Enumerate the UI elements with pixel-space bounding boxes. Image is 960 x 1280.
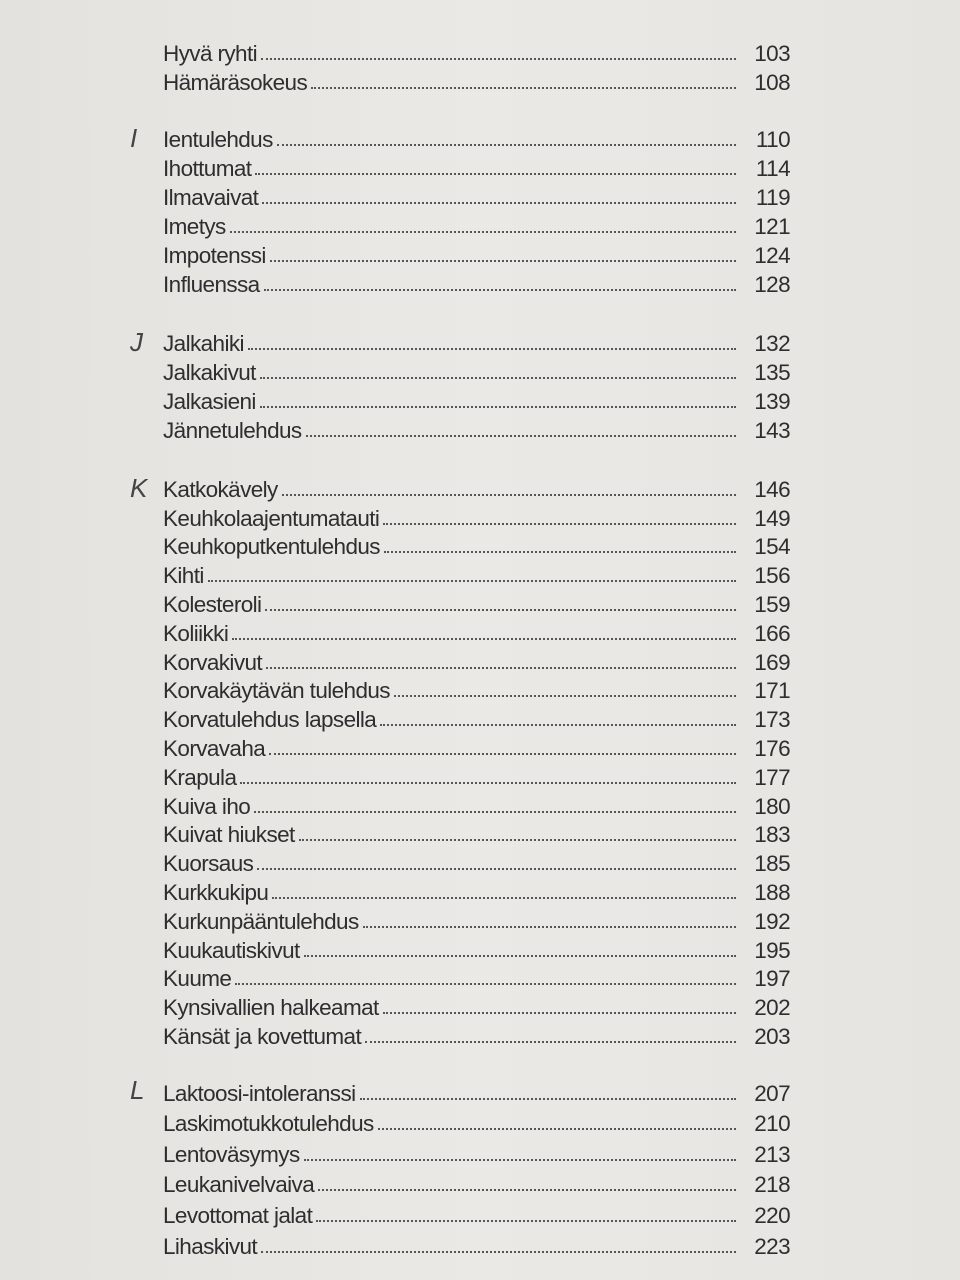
index-entry	[163, 211, 790, 240]
index-entry	[163, 935, 790, 964]
index-group-k	[130, 474, 790, 1050]
index-entry	[163, 762, 790, 791]
entry-page-number: 146	[754, 476, 790, 502]
entry-title: Jalkasieni	[163, 389, 256, 414]
index-entry	[163, 877, 790, 906]
section-letter: I	[130, 123, 138, 153]
index-entry	[163, 647, 790, 676]
entry-title: Impotenssi	[163, 243, 266, 268]
index-entry	[163, 1076, 790, 1107]
dot-leader	[316, 1220, 736, 1222]
dot-leader	[272, 897, 736, 899]
index-group-i	[130, 124, 790, 298]
entry-page-number: 143	[754, 418, 790, 443]
dot-leader	[261, 1251, 736, 1253]
entry-title: Ilmavaivat	[163, 185, 259, 210]
entry-title: Hyvä ryhti	[163, 41, 258, 66]
index-group-h	[130, 38, 790, 96]
index-entry	[163, 415, 790, 444]
entry-title: Kolesteroli	[163, 591, 262, 617]
dot-leader	[248, 348, 736, 350]
entry-title: Kuume	[163, 966, 232, 992]
entry-page-number: 166	[754, 620, 790, 646]
entry-title: Hämäräsokeus	[163, 70, 308, 95]
entry-page-number: 192	[754, 908, 790, 934]
dot-leader	[270, 260, 736, 262]
dot-leader	[383, 1012, 736, 1014]
dot-leader	[254, 811, 736, 813]
entry-title: Kihti	[163, 563, 204, 589]
entry-title: Laktoosi-intoleranssi	[163, 1080, 356, 1106]
entry-title: Korvatulehdus lapsella	[163, 707, 377, 733]
dot-leader	[230, 231, 736, 233]
index-entry	[163, 1198, 790, 1229]
index-entry	[163, 532, 790, 561]
entry-page-number: 220	[754, 1202, 790, 1228]
dot-leader	[383, 523, 736, 525]
entry-title: Influenssa	[163, 272, 260, 297]
entry-page-number: 128	[754, 272, 790, 297]
dot-leader	[306, 435, 736, 437]
dot-leader	[264, 289, 736, 291]
index-group-j	[130, 328, 790, 444]
index-entry	[163, 1021, 790, 1050]
entry-page-number: 139	[754, 389, 790, 414]
dot-leader	[240, 782, 736, 784]
dot-leader	[311, 87, 736, 89]
dot-leader	[235, 983, 736, 985]
entry-title: Kurkunpääntulehdus	[163, 908, 359, 934]
dot-leader	[260, 377, 736, 379]
dot-leader	[304, 955, 736, 957]
dot-leader	[360, 1098, 736, 1100]
entry-title: Jalkakivut	[163, 360, 256, 385]
dot-leader	[232, 638, 736, 640]
entry-page-number: 124	[754, 243, 790, 268]
entry-title: Kurkkukipu	[163, 879, 269, 905]
entry-title: Kynsivallien halkeamat	[163, 995, 379, 1021]
section-letter: K	[130, 473, 148, 503]
entry-page-number: 177	[754, 764, 790, 790]
entry-page-number: 121	[754, 214, 790, 239]
entry-page-number: 180	[754, 793, 790, 819]
entry-page-number: 149	[754, 505, 790, 531]
entry-page-number: 108	[754, 70, 790, 95]
index-entry	[163, 474, 790, 503]
index-entry	[163, 67, 790, 96]
section-letter: J	[130, 327, 143, 357]
entry-page-number: 169	[754, 649, 790, 675]
entry-page-number: 103	[754, 41, 790, 66]
entry-page-number: 188	[754, 879, 790, 905]
entry-title: Imetys	[163, 214, 226, 239]
index-entry	[163, 328, 790, 357]
entry-page-number: 203	[754, 1023, 790, 1049]
entry-page-number: 210	[754, 1111, 790, 1137]
entry-page-number: 173	[754, 707, 790, 733]
index-entry	[163, 182, 790, 211]
index-group-l	[130, 1076, 790, 1260]
index-entry	[163, 618, 790, 647]
dot-leader	[363, 926, 736, 928]
dot-leader	[262, 202, 736, 204]
dot-leader	[269, 753, 736, 755]
entry-title: Laskimotukkotulehdus	[163, 1111, 374, 1137]
entry-title: Koliikki	[163, 620, 229, 646]
entry-title: Korvakäytävän tulehdus	[163, 678, 390, 704]
entry-title: Korvavaha	[163, 735, 266, 761]
entry-title: Ihottumat	[163, 156, 252, 181]
dot-leader	[266, 667, 736, 669]
index-entry	[163, 1168, 790, 1199]
index-entry	[163, 560, 790, 589]
entry-title: Kuorsaus	[163, 851, 254, 877]
entry-title: Kuivat hiukset	[163, 822, 295, 848]
section-letter: L	[130, 1075, 145, 1105]
index-entry	[163, 1137, 790, 1168]
entry-page-number: 132	[754, 331, 790, 356]
entry-page-number: 110	[755, 127, 790, 152]
index-entry	[163, 1107, 790, 1138]
index-entry	[163, 848, 790, 877]
entry-page-number: 159	[754, 591, 790, 617]
entry-page-number: 171	[754, 678, 790, 704]
index-entry	[163, 153, 790, 182]
entry-page-number: 202	[754, 995, 790, 1021]
dot-leader	[208, 580, 736, 582]
index-entry	[163, 964, 790, 993]
entry-title: Kuiva iho	[163, 793, 251, 819]
dot-leader	[282, 494, 736, 496]
index-entry	[163, 992, 790, 1021]
entry-title: Keuhkoputkentulehdus	[163, 534, 380, 560]
entry-title: Krapula	[163, 764, 237, 790]
entry-page-number: 176	[754, 735, 790, 761]
entry-title: Lihaskivut	[163, 1233, 258, 1259]
index-entry	[163, 124, 790, 153]
entry-page-number: 195	[754, 937, 790, 963]
dot-leader	[277, 144, 736, 146]
dot-leader	[257, 868, 736, 870]
entry-title: Katkokävely	[163, 476, 278, 502]
entry-title: Jalkahiki	[163, 331, 244, 356]
dot-leader	[260, 406, 736, 408]
entry-title: Korvakivut	[163, 649, 263, 675]
dot-leader	[384, 551, 736, 553]
entry-page-number: 213	[754, 1141, 790, 1167]
index-entry	[163, 1229, 790, 1260]
index-entry	[163, 357, 790, 386]
index-entry	[163, 503, 790, 532]
dot-leader	[261, 58, 736, 60]
index-entry	[163, 733, 790, 762]
index-entry	[163, 240, 790, 269]
dot-leader	[304, 1159, 736, 1161]
dot-leader	[255, 173, 736, 175]
index-entry	[163, 791, 790, 820]
index-entry	[163, 386, 790, 415]
entry-page-number: 183	[754, 822, 790, 848]
entry-title: Levottomat jalat	[163, 1202, 313, 1228]
entry-title: Kuukautiskivut	[163, 937, 300, 963]
entry-page-number: 119	[755, 185, 790, 210]
index-entry	[163, 269, 790, 298]
entry-title: Lentoväsymys	[163, 1141, 300, 1167]
entry-page-number: 135	[754, 360, 790, 385]
entry-title: Känsät ja kovettumat	[163, 1023, 362, 1049]
entry-title: Leukanivelvaiva	[163, 1172, 315, 1198]
entry-page-number: 218	[754, 1172, 790, 1198]
entry-page-number: 185	[754, 851, 790, 877]
dot-leader	[380, 724, 736, 726]
dot-leader	[378, 1128, 736, 1130]
entry-page-number: 223	[754, 1233, 790, 1259]
dot-leader	[318, 1189, 736, 1191]
index-entry	[163, 704, 790, 733]
entry-page-number: 207	[754, 1080, 790, 1106]
index-entry	[163, 38, 790, 67]
index-entry	[163, 820, 790, 849]
dot-leader	[265, 609, 736, 611]
dot-leader	[365, 1041, 736, 1043]
entry-page-number: 156	[754, 563, 790, 589]
entry-page-number: 114	[755, 156, 790, 181]
entry-title: Jännetulehdus	[163, 418, 302, 443]
index-entry	[163, 676, 790, 705]
index-entry	[163, 906, 790, 935]
dot-leader	[394, 695, 736, 697]
entry-title: Ientulehdus	[163, 127, 273, 152]
entry-page-number: 154	[754, 534, 790, 560]
entry-page-number: 197	[754, 966, 790, 992]
index-entry	[163, 589, 790, 618]
dot-leader	[299, 839, 736, 841]
entry-title: Keuhkolaajentumatauti	[163, 505, 380, 531]
